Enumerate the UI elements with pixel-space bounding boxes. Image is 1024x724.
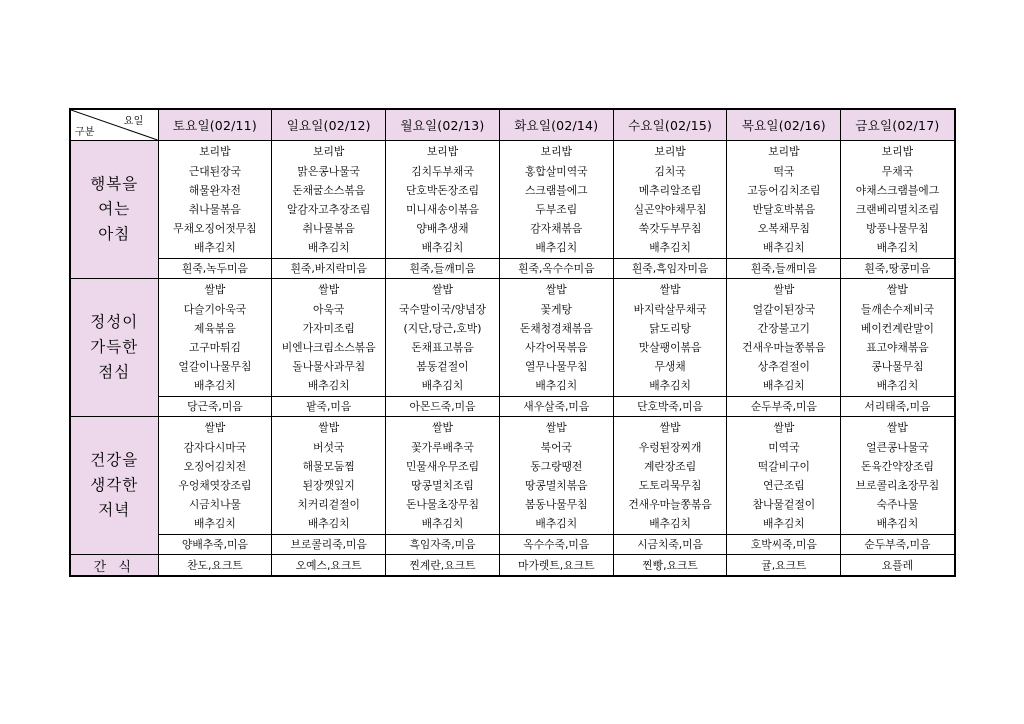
porridge-cell: 순두부죽,미음 bbox=[727, 397, 841, 417]
breakfast-row bbox=[70, 141, 955, 259]
porridge-cell: 호박씨죽,미음 bbox=[727, 535, 841, 555]
menu-item: 비엔나크림소스볶음 bbox=[281, 341, 376, 354]
menu-item: 닭도리탕 bbox=[649, 321, 691, 335]
porridge-cell: 흰죽,바지락미음 bbox=[272, 259, 386, 279]
porridge-cell: 흰죽,옥수수미음 bbox=[499, 259, 613, 279]
menu-item: 쌀밥 bbox=[318, 283, 340, 297]
menu-item: 봄동겉절이 bbox=[416, 360, 469, 374]
menu-item: 우엉채엿장조림 bbox=[178, 479, 252, 492]
menu-item: (지단,당근,호박) bbox=[403, 321, 482, 335]
menu-item: 해물완자전 bbox=[188, 183, 241, 197]
menu-item: 쌀밥 bbox=[204, 283, 226, 297]
menu-item: 배추김치 bbox=[649, 517, 691, 531]
menu-item: 콩나물무침 bbox=[871, 360, 924, 374]
menu-item: 알감자고추장조림 bbox=[286, 203, 371, 216]
snack-cell: 귤,요크트 bbox=[727, 555, 841, 577]
menu-item: 배추김치 bbox=[763, 241, 805, 255]
category-label-line: 아침 bbox=[98, 225, 131, 243]
lunch-porridge-row bbox=[70, 397, 955, 417]
menu-item: 무채국 bbox=[881, 164, 914, 178]
menu-item: 배추김치 bbox=[535, 517, 578, 531]
lunch-menu-cell bbox=[386, 279, 500, 397]
menu-item: 방풍나물무침 bbox=[866, 222, 929, 236]
menu-item: 치커리겉절이 bbox=[297, 498, 360, 512]
menu-item: 쌀밥 bbox=[773, 421, 795, 435]
day-header: 목요일(02/16) bbox=[727, 109, 841, 141]
dinner-menu-cell bbox=[727, 417, 841, 535]
menu-item: 오징어김치전 bbox=[183, 459, 247, 473]
snack-cell: 요플레 bbox=[841, 555, 955, 577]
weekly-menu-table bbox=[69, 108, 956, 577]
porridge-cell: 새우살죽,미음 bbox=[499, 397, 613, 417]
porridge-cell: 흰죽,흑임자미음 bbox=[613, 259, 727, 279]
menu-item: 베이컨계란말이 bbox=[860, 321, 934, 335]
dinner-menu-cell bbox=[499, 417, 613, 535]
dinner-porridge-row bbox=[70, 535, 955, 555]
menu-item: 아욱국 bbox=[313, 302, 345, 316]
menu-item: 취나물볶음 bbox=[302, 222, 355, 236]
menu-item: 계란장조림 bbox=[644, 459, 697, 473]
menu-item: 쑥갓두부무침 bbox=[638, 222, 702, 236]
menu-item: 쌀밥 bbox=[545, 283, 567, 297]
menu-item: 보리밥 bbox=[426, 145, 459, 159]
porridge-cell: 당근죽,미음 bbox=[158, 397, 272, 417]
menu-item: 보리밥 bbox=[881, 145, 914, 159]
menu-item: 떡갈비구이 bbox=[757, 459, 810, 473]
menu-item: 참나물겉절이 bbox=[752, 498, 816, 512]
menu-item: 다슬기아욱국 bbox=[183, 302, 247, 316]
dinner-menu-cell bbox=[613, 417, 727, 535]
menu-item: 쌀밥 bbox=[773, 283, 795, 297]
category-label-line: 정성이 bbox=[90, 313, 139, 331]
menu-item: 김치국 bbox=[654, 164, 686, 178]
snack-cell: 찐계란,요크트 bbox=[386, 555, 500, 577]
menu-item: 쌀밥 bbox=[887, 421, 908, 435]
menu-item: 배추김치 bbox=[649, 241, 691, 255]
menu-item: 배추김치 bbox=[421, 517, 464, 531]
lunch-menu-cell bbox=[613, 279, 727, 397]
breakfast-porridge-row bbox=[70, 259, 955, 279]
menu-item: 사각어묵볶음 bbox=[525, 341, 588, 354]
menu-item: 보리밥 bbox=[199, 145, 231, 159]
menu-item: 감자다시마국 bbox=[183, 440, 247, 454]
breakfast-menu-cell bbox=[386, 141, 500, 259]
menu-item: 들깨손수제비국 bbox=[860, 302, 934, 316]
snack-cell: 찬도,요크트 bbox=[158, 555, 272, 577]
menu-item: 배추김치 bbox=[421, 241, 464, 255]
menu-item: 배추김치 bbox=[194, 379, 236, 393]
porridge-cell: 흰죽,땅콩미음 bbox=[841, 259, 955, 279]
dinner-menu-cell bbox=[272, 417, 386, 535]
menu-item: 오복채무침 bbox=[757, 222, 810, 236]
menu-item: 얼큰콩나물국 bbox=[866, 440, 929, 454]
corner-category-label: 구분 bbox=[75, 127, 95, 138]
menu-item: 돈채청경채볶음 bbox=[519, 321, 593, 335]
porridge-cell: 흰죽,들깨미음 bbox=[386, 259, 500, 279]
menu-item: 배추김치 bbox=[876, 379, 919, 393]
lunch-menu-cell bbox=[158, 279, 272, 397]
menu-item: 땅콩멸치볶음 bbox=[525, 479, 588, 492]
porridge-cell: 옥수수죽,미음 bbox=[499, 535, 613, 555]
porridge-cell: 양배추죽,미음 bbox=[158, 535, 272, 555]
lunch-category-cell bbox=[70, 279, 158, 417]
breakfast-menu-cell bbox=[613, 141, 727, 259]
menu-item: 쌀밥 bbox=[659, 283, 681, 297]
category-label-line: 가득한 bbox=[90, 338, 139, 356]
snack-category-cell: 간 식 bbox=[70, 555, 158, 577]
breakfast-menu-cell bbox=[841, 141, 955, 259]
menu-item: 반달호박볶음 bbox=[752, 203, 816, 216]
snack-cell: 오예스,요크트 bbox=[272, 555, 386, 577]
menu-item: 배추김치 bbox=[535, 379, 578, 393]
porridge-cell: 단호박죽,미음 bbox=[613, 397, 727, 417]
day-header: 월요일(02/13) bbox=[386, 109, 500, 141]
menu-item: 쌀밥 bbox=[545, 421, 567, 435]
menu-item: 상추겉절이 bbox=[757, 360, 810, 374]
menu-item: 북어국 bbox=[540, 440, 572, 454]
corner-cell bbox=[70, 109, 158, 141]
porridge-cell: 순두부죽,미음 bbox=[841, 535, 955, 555]
dinner-row bbox=[70, 417, 955, 535]
menu-item: 보리밥 bbox=[768, 145, 800, 159]
menu-item: 가자미조림 bbox=[302, 321, 355, 335]
menu-item: 스크램블에그 bbox=[525, 183, 588, 197]
breakfast-category-cell bbox=[70, 141, 158, 279]
menu-item: 쌀밥 bbox=[318, 421, 340, 435]
menu-item: 두부조림 bbox=[535, 203, 578, 216]
breakfast-menu-cell bbox=[158, 141, 272, 259]
menu-item: 돌나물사과무침 bbox=[292, 360, 366, 374]
menu-item: 돈채굴소스볶음 bbox=[292, 183, 366, 197]
menu-item: 보리밥 bbox=[313, 145, 345, 159]
menu-item: 배추김치 bbox=[763, 517, 805, 531]
menu-item: 배추김치 bbox=[307, 241, 350, 255]
header-row bbox=[70, 109, 955, 141]
category-label-line: 건강을 bbox=[90, 451, 139, 469]
day-header: 토요일(02/11) bbox=[158, 109, 272, 141]
menu-item: 바지락살무채국 bbox=[633, 302, 707, 316]
menu-item: 취나물볶음 bbox=[188, 203, 241, 216]
menu-item: 홍합살미역국 bbox=[525, 164, 588, 178]
menu-item: 버섯국 bbox=[313, 440, 345, 454]
menu-item: 미니새송이볶음 bbox=[405, 203, 479, 216]
category-label-line: 생각한 bbox=[90, 476, 139, 494]
menu-item: 쌀밥 bbox=[204, 421, 226, 435]
menu-item: 무생채 bbox=[654, 360, 686, 374]
menu-item: 배추김치 bbox=[194, 241, 236, 255]
lunch-menu-cell bbox=[272, 279, 386, 397]
day-header: 일요일(02/12) bbox=[272, 109, 386, 141]
day-header: 금요일(02/17) bbox=[841, 109, 955, 141]
snack-cell: 찐빵,요크트 bbox=[613, 555, 727, 577]
menu-item: 배추김치 bbox=[307, 379, 350, 393]
menu-item: 도토리묵무침 bbox=[638, 479, 702, 492]
menu-item: 배추김치 bbox=[307, 517, 350, 531]
menu-item: 국수말이국/양념장 bbox=[398, 302, 487, 316]
menu-item: 숙주나물 bbox=[876, 498, 919, 512]
menu-item: 건새우마늘쫑볶음 bbox=[742, 341, 826, 354]
porridge-cell: 시금치죽,미음 bbox=[613, 535, 727, 555]
menu-item: 배추김치 bbox=[535, 241, 578, 255]
menu-item: 배추김치 bbox=[876, 241, 919, 255]
menu-item: 브로콜리초장무침 bbox=[855, 479, 940, 492]
menu-item: 떡국 bbox=[773, 164, 795, 178]
category-label-line: 점심 bbox=[98, 363, 131, 381]
porridge-cell: 브로콜리죽,미음 bbox=[272, 535, 386, 555]
menu-item: 보리밥 bbox=[540, 145, 572, 159]
snack-row bbox=[70, 555, 955, 577]
menu-item: 꽃게탕 bbox=[540, 302, 572, 316]
menu-item: 동그랑땡전 bbox=[530, 459, 583, 473]
menu-item: 쌀밥 bbox=[432, 421, 453, 435]
menu-item: 고구마튀김 bbox=[188, 341, 241, 354]
menu-item: 쌀밥 bbox=[432, 283, 453, 297]
menu-item: 크랜베리멸치조림 bbox=[855, 203, 940, 216]
menu-item: 보리밥 bbox=[654, 145, 686, 159]
porridge-cell: 아몬드죽,미음 bbox=[386, 397, 500, 417]
day-header: 화요일(02/14) bbox=[499, 109, 613, 141]
menu-item: 양배추생채 bbox=[416, 222, 469, 236]
category-label-line: 행복을 bbox=[90, 175, 139, 193]
porridge-cell: 서리태죽,미음 bbox=[841, 397, 955, 417]
menu-item: 배추김치 bbox=[421, 379, 464, 393]
menu-item: 무채오징어젓무침 bbox=[173, 222, 257, 236]
dinner-menu-cell bbox=[158, 417, 272, 535]
breakfast-menu-cell bbox=[727, 141, 841, 259]
porridge-cell: 팥죽,미음 bbox=[272, 397, 386, 417]
menu-item: 돈나물초장무침 bbox=[405, 498, 479, 512]
menu-item: 건새우마늘쫑볶음 bbox=[628, 498, 712, 512]
menu-item: 시금치나물 bbox=[188, 498, 241, 512]
menu-item: 미역국 bbox=[768, 440, 800, 454]
snack-cell: 마가렛트,요크트 bbox=[499, 555, 613, 577]
menu-item: 해물모둠찜 bbox=[302, 459, 355, 473]
corner-day-label: 요일 bbox=[123, 116, 144, 127]
menu-item: 배추김치 bbox=[763, 379, 805, 393]
porridge-cell: 흰죽,들깨미음 bbox=[727, 259, 841, 279]
menu-item: 고등어김치조림 bbox=[747, 183, 821, 197]
menu-item: 쌀밥 bbox=[887, 283, 908, 297]
menu-item: 맛살팽이볶음 bbox=[638, 341, 702, 354]
day-header: 수요일(02/15) bbox=[613, 109, 727, 141]
menu-item: 꽃가루배추국 bbox=[411, 440, 474, 454]
menu-item: 배추김치 bbox=[194, 517, 236, 531]
menu-item: 쌀밥 bbox=[659, 421, 681, 435]
menu-item: 실곤약야채무침 bbox=[633, 203, 707, 216]
lunch-menu-cell bbox=[499, 279, 613, 397]
menu-item: 돈채표고볶음 bbox=[411, 341, 474, 354]
menu-item: 야채스크램블에그 bbox=[855, 183, 940, 197]
menu-item: 단호박돈장조림 bbox=[405, 183, 479, 197]
menu-item: 맑은콩나물국 bbox=[297, 164, 360, 178]
menu-item: 민물새우무조림 bbox=[405, 459, 479, 473]
menu-item: 간장불고기 bbox=[757, 321, 810, 335]
menu-item: 배추김치 bbox=[876, 517, 919, 531]
porridge-cell: 흰죽,녹두미음 bbox=[158, 259, 272, 279]
menu-item: 봄동나물무침 bbox=[525, 498, 588, 512]
menu-item: 제육볶음 bbox=[194, 321, 236, 335]
category-label-line: 여는 bbox=[98, 200, 131, 218]
dinner-category-cell bbox=[70, 417, 158, 555]
menu-item: 얼갈이나물무침 bbox=[178, 360, 252, 374]
menu-item: 돈육간약장조림 bbox=[860, 459, 934, 473]
menu-item: 땅콩멸치조림 bbox=[411, 479, 474, 492]
lunch-menu-cell bbox=[841, 279, 955, 397]
breakfast-menu-cell bbox=[272, 141, 386, 259]
lunch-menu-cell bbox=[727, 279, 841, 397]
lunch-row bbox=[70, 279, 955, 397]
menu-item: 된장깻잎지 bbox=[302, 479, 355, 492]
menu-item: 표고야채볶음 bbox=[866, 341, 929, 354]
dinner-menu-cell bbox=[386, 417, 500, 535]
menu-item: 근대된장국 bbox=[188, 164, 241, 178]
category-label-line: 저녁 bbox=[98, 501, 131, 519]
menu-item: 감자채볶음 bbox=[530, 222, 583, 236]
dinner-menu-cell bbox=[841, 417, 955, 535]
menu-item: 배추김치 bbox=[649, 379, 691, 393]
menu-item: 열무나물무침 bbox=[525, 360, 588, 374]
menu-item: 메추리알조림 bbox=[638, 183, 702, 197]
menu-item: 우렁된장찌개 bbox=[638, 440, 702, 454]
menu-item: 연근조림 bbox=[763, 479, 805, 492]
porridge-cell: 흑임자죽,미음 bbox=[386, 535, 500, 555]
menu-item: 김치두부채국 bbox=[411, 164, 474, 178]
breakfast-menu-cell bbox=[499, 141, 613, 259]
menu-item: 얼갈이된장국 bbox=[752, 302, 816, 316]
